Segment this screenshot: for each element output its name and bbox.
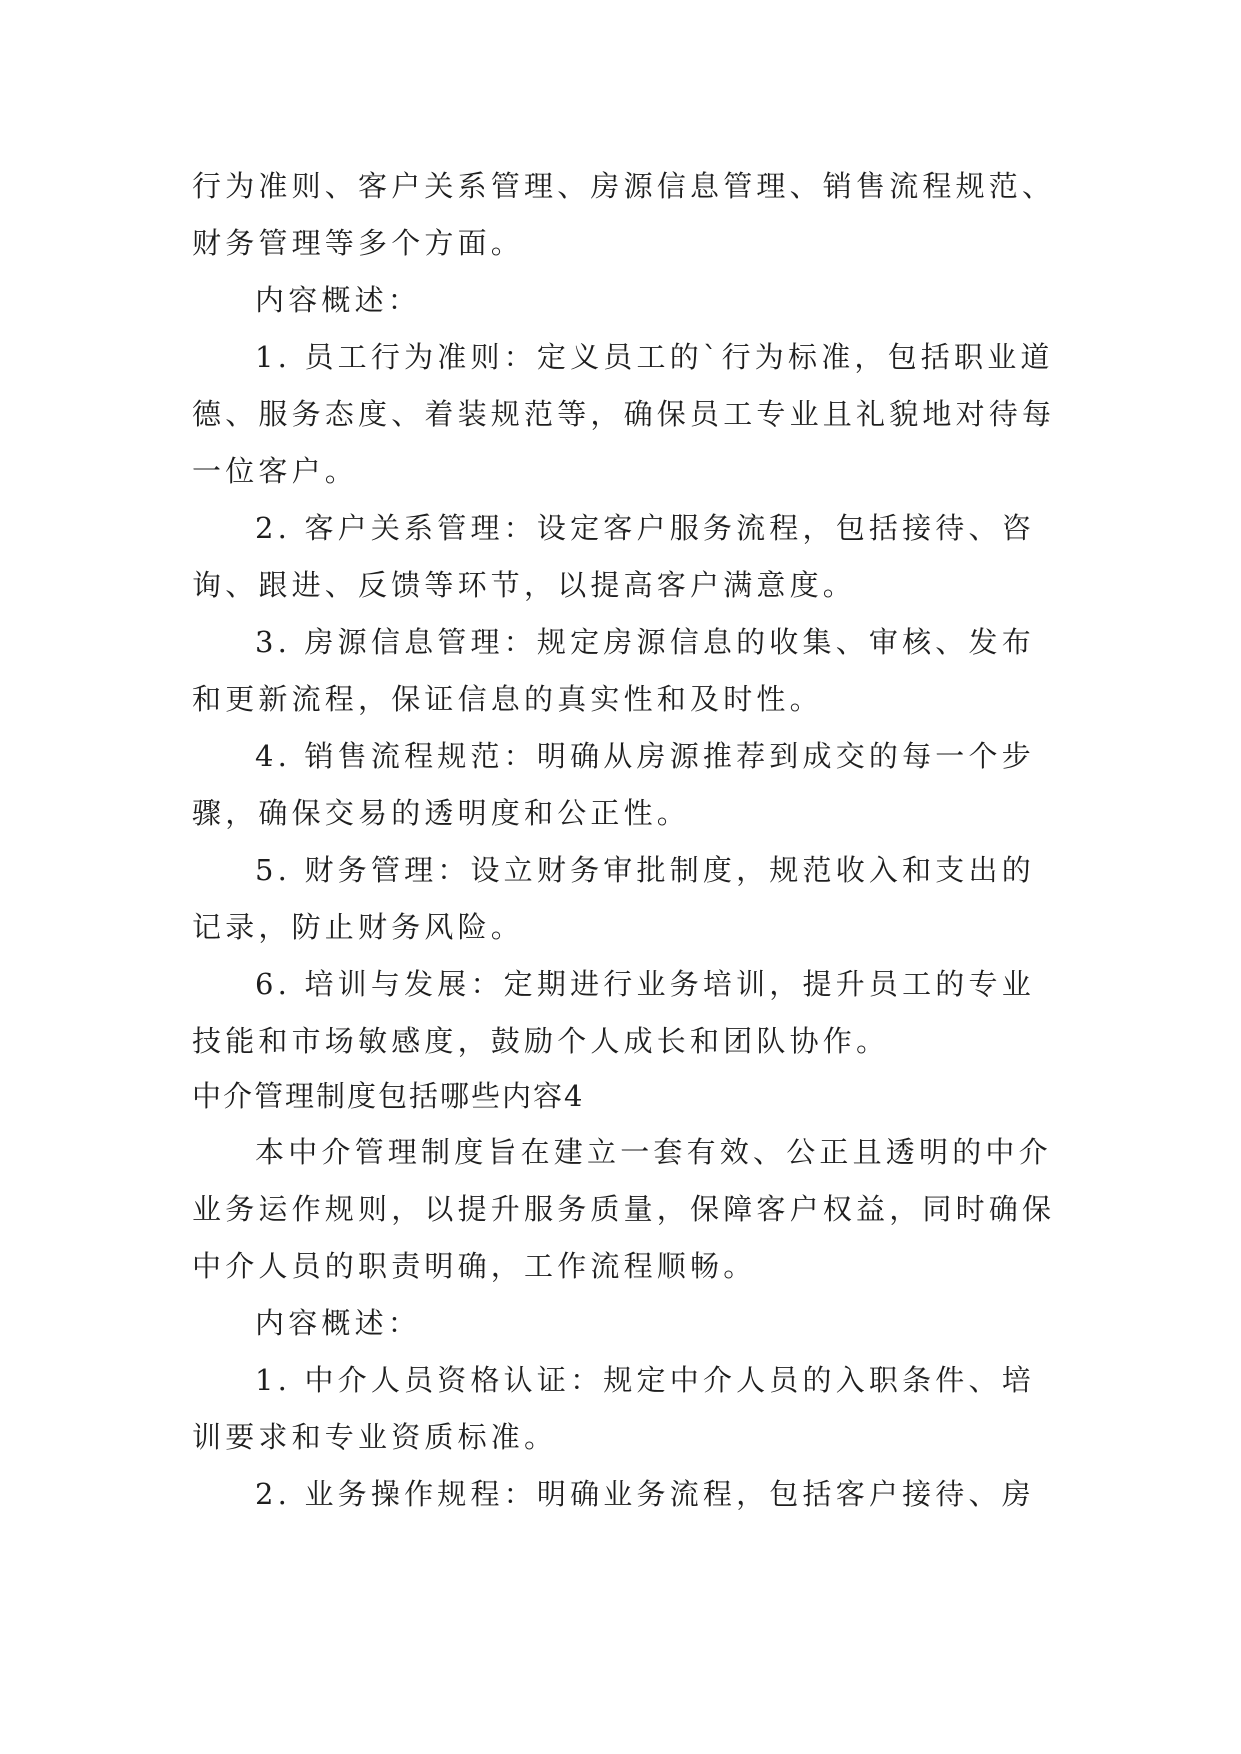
list-item-line: 1. 中介人员资格认证：规定中介人员的入职条件、培 <box>255 1363 1035 1397</box>
paragraph-line: 业务运作规则，以提升服务质量，保障客户权益，同时确保 <box>192 1192 1056 1226</box>
list-item-line: 德、服务态度、着装规范等，确保员工专业且礼貌地对待每 <box>192 397 1056 431</box>
paragraph-line: 本中介管理制度旨在建立一套有效、公正且透明的中介 <box>255 1135 1052 1169</box>
list-item-line: 和更新流程，保证信息的真实性和及时性。 <box>192 682 823 716</box>
list-item-line: 训要求和专业资质标准。 <box>192 1420 558 1454</box>
paragraph-line: 中介人员的职责明确，工作流程顺畅。 <box>192 1249 757 1283</box>
section-label: 内容概述： <box>255 1306 422 1340</box>
list-item-line: 2. 客户关系管理：设定客户服务流程，包括接待、咨 <box>255 511 1035 545</box>
section-heading: 中介管理制度包括哪些内容4 <box>192 1079 585 1113</box>
list-item-line: 记录，防止财务风险。 <box>192 910 525 944</box>
list-item-line: 3. 房源信息管理：规定房源信息的收集、审核、发布 <box>255 625 1035 659</box>
paragraph-line: 财务管理等多个方面。 <box>192 226 525 260</box>
list-item-line: 6. 培训与发展：定期进行业务培训，提升员工的专业 <box>255 967 1035 1001</box>
list-item-line: 2. 业务操作规程：明确业务流程，包括客户接待、房 <box>255 1477 1035 1511</box>
list-item-line: 5. 财务管理：设立财务审批制度，规范收入和支出的 <box>255 853 1035 887</box>
list-item-line: 一位客户。 <box>192 454 359 488</box>
list-item-line: 询、跟进、反馈等环节，以提高客户满意度。 <box>192 568 857 602</box>
list-item-line: 骤，确保交易的透明度和公正性。 <box>192 796 691 830</box>
list-item-line: 技能和市场敏感度，鼓励个人成长和团队协作。 <box>192 1024 890 1058</box>
section-label: 内容概述： <box>255 283 422 317</box>
list-item-line: 4. 销售流程规范：明确从房源推荐到成交的每一个步 <box>255 739 1035 773</box>
list-item-line: 1. 员工行为准则：定义员工的`行为标准，包括职业道 <box>255 340 1054 374</box>
paragraph-line: 行为准则、客户关系管理、房源信息管理、销售流程规范、 <box>192 169 1056 203</box>
